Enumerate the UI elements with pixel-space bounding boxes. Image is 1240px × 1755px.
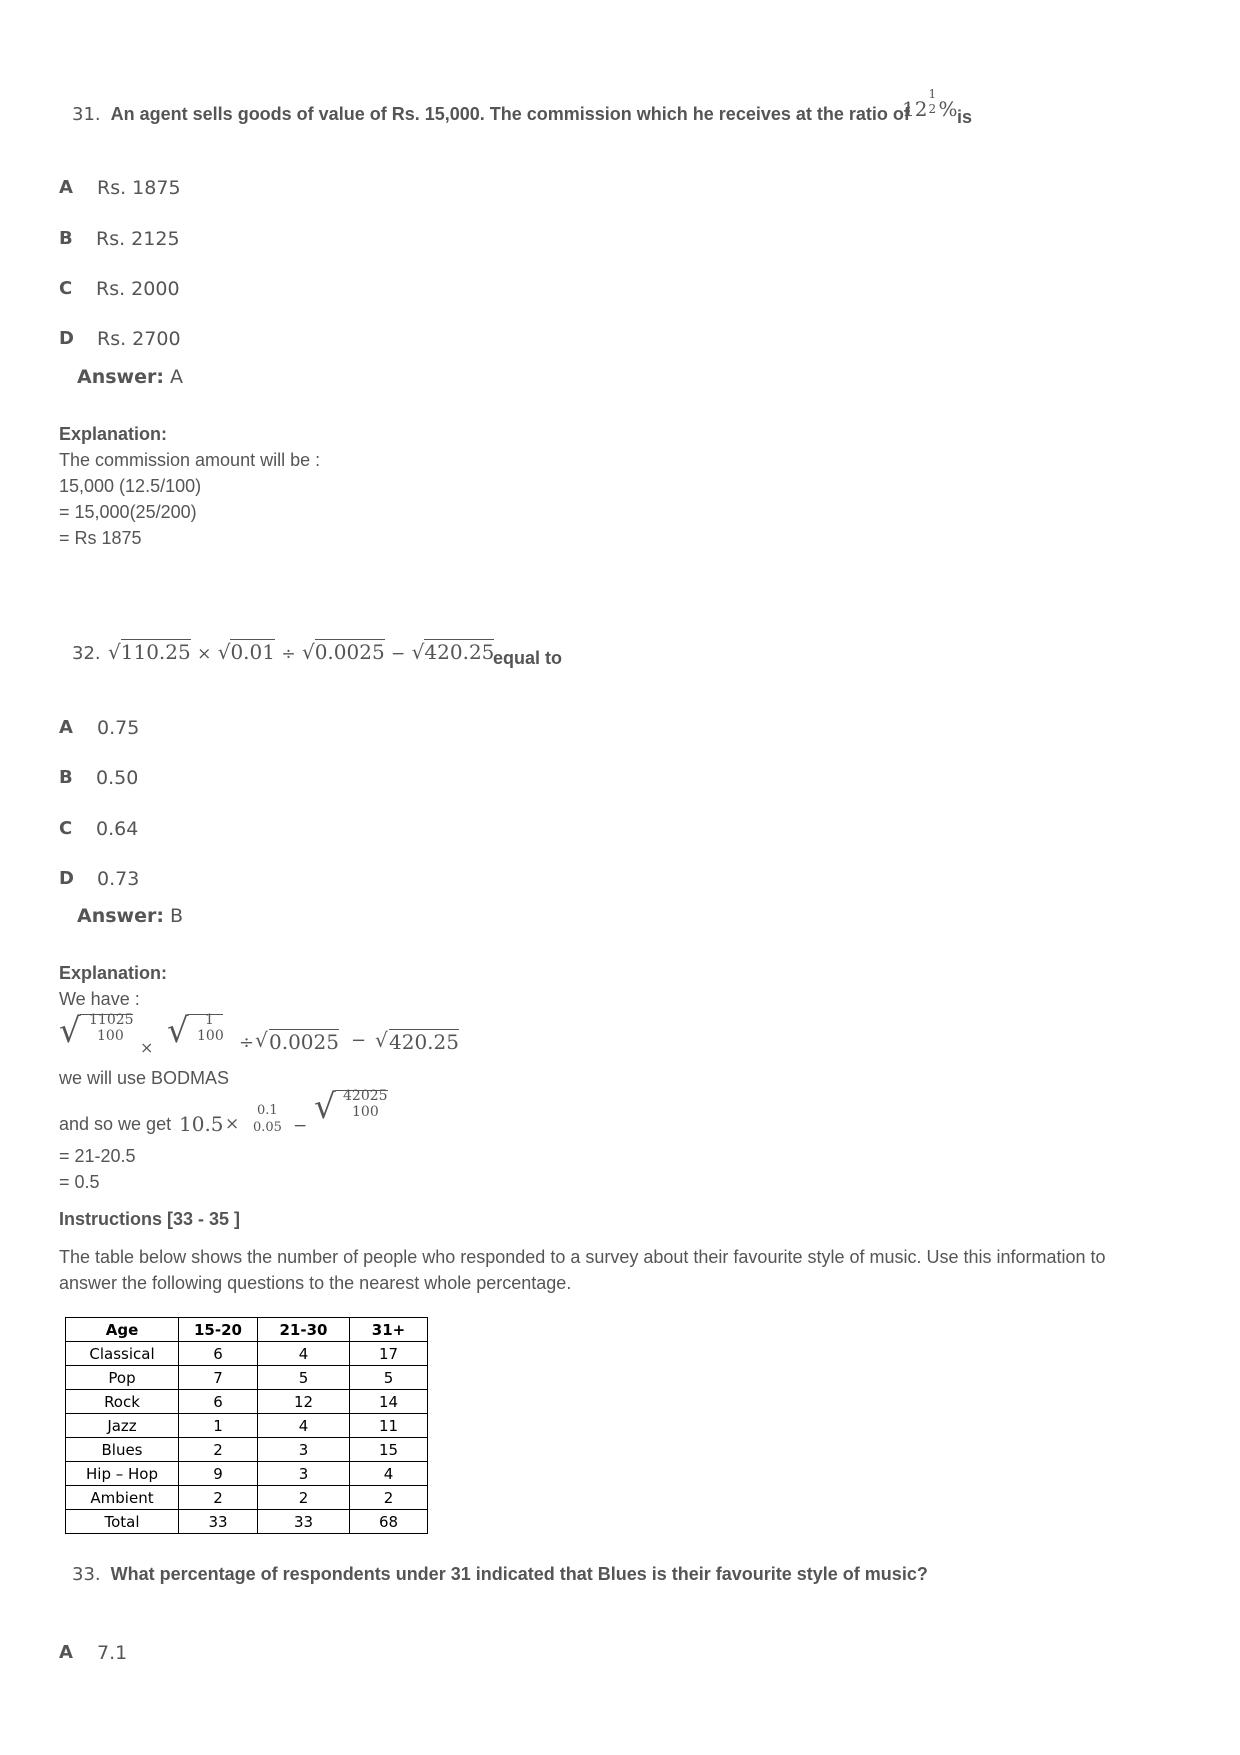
table-cell: 6 [179, 1390, 258, 1414]
option-text: Rs. 1875 [97, 177, 181, 199]
instructions-paragraph: The table below shows the number of people who responded to a survey about their favourite style of music. Use this information to answer the following questions to the nearest whole percentage. [59, 1247, 1106, 1293]
radical-sign: √ [375, 1028, 388, 1052]
table-cell: 2 [258, 1486, 350, 1510]
table-cell: 7 [179, 1366, 258, 1390]
question-suffix: equal to [493, 648, 563, 668]
table-cell: 9 [179, 1462, 258, 1486]
table-cell: Rock [66, 1390, 179, 1414]
math-whole: 12 [902, 97, 928, 121]
fraction-denominator: 100 [97, 1028, 124, 1044]
option-letter: D [59, 868, 74, 889]
radical-sign: √ [314, 1087, 336, 1127]
option-letter: A [59, 1642, 73, 1663]
option-text: Rs. 2700 [97, 328, 181, 350]
answer-label: Answer: [77, 366, 164, 388]
table-cell: 4 [258, 1342, 350, 1366]
table-header: Age [66, 1318, 179, 1342]
explanation-line: We have : [59, 989, 140, 1009]
option-c[interactable] [59, 818, 139, 840]
fraction-numerator: 0.1 [257, 1103, 278, 1118]
table-cell: Classical [66, 1342, 179, 1366]
fraction-numerator: 42025 [343, 1088, 388, 1104]
operator: − [391, 644, 406, 664]
table-cell: 2 [179, 1438, 258, 1462]
math-numerator: 1 [928, 87, 937, 101]
table-cell: 2 [179, 1486, 258, 1510]
question-number: 32. [72, 643, 101, 664]
option-a[interactable] [59, 177, 181, 199]
table-row [66, 1414, 428, 1438]
radicand: 0.01 [230, 640, 275, 664]
table-cell: 2 [350, 1486, 428, 1510]
explanation-line: we will use BODMAS [59, 1068, 230, 1088]
operator: × [225, 1114, 240, 1134]
option-text: 7.1 [97, 1642, 128, 1664]
table-cell: 5 [350, 1366, 428, 1390]
radical-sign: √ [255, 1028, 268, 1052]
table-cell: 4 [350, 1462, 428, 1486]
table-cell: 12 [258, 1390, 350, 1414]
operator: − [293, 1116, 308, 1136]
table-cell: 3 [258, 1462, 350, 1486]
table-cell: 3 [258, 1438, 350, 1462]
radicand: 0.0025 [269, 1030, 339, 1054]
radicand: 420.25 [389, 1030, 459, 1054]
table-cell: 17 [350, 1342, 428, 1366]
option-letter: B [59, 767, 73, 788]
table-cell: Pop [66, 1366, 179, 1390]
answer [77, 366, 183, 388]
answer-label: Answer: [77, 905, 164, 927]
option-letter: D [59, 328, 74, 349]
fraction-denominator: 0.05 [253, 1120, 282, 1135]
question-number: 33. [72, 1564, 101, 1585]
operator: × [140, 1038, 154, 1057]
option-d[interactable] [59, 868, 140, 890]
question-text: An agent sells goods of value of Rs. 15,000. The commission which he receives at the ratio of [110, 104, 910, 124]
question-text: What percentage of respondents under 31 indicated that Blues is their favourite style of music? [110, 1564, 928, 1584]
explanation-expression [59, 1008, 479, 1058]
explanation-line: 15,000 (12.5/100) [59, 476, 202, 496]
explanation-line: = 15,000(25/200) [59, 502, 197, 522]
option-text: 0.73 [97, 868, 140, 890]
option-c[interactable] [59, 278, 180, 300]
table-header: 15-20 [179, 1318, 258, 1342]
explanation-heading: Explanation: [59, 963, 168, 983]
table-cell: 5 [258, 1366, 350, 1390]
table-cell: 11 [350, 1414, 428, 1438]
math-denominator: 2 [928, 102, 937, 116]
explanation-expression-2 [59, 1088, 459, 1138]
math-percent: % [938, 97, 958, 121]
option-d[interactable] [59, 328, 181, 350]
radical-sign: √ [217, 640, 231, 664]
explanation-line: = 21-20.5 [59, 1146, 136, 1166]
option-text: 0.50 [96, 767, 139, 789]
operator: ÷ [281, 644, 296, 664]
option-letter: C [59, 278, 73, 299]
table-row [66, 1390, 428, 1414]
table-cell: 14 [350, 1390, 428, 1414]
explanation-line: = Rs 1875 [59, 528, 142, 548]
option-b[interactable] [59, 228, 180, 250]
fraction-numerator: 11025 [89, 1012, 134, 1028]
option-letter: C [59, 818, 73, 839]
operator: ÷ [239, 1032, 255, 1053]
table-row [66, 1342, 428, 1366]
question-31 [72, 104, 910, 125]
table-cell: 1 [179, 1414, 258, 1438]
table-cell: 33 [258, 1510, 350, 1534]
table-cell: 4 [258, 1414, 350, 1438]
table-header-row [66, 1318, 428, 1342]
question-suffix: is [957, 107, 973, 127]
option-text: Rs. 2000 [96, 278, 180, 300]
fraction-denominator: 100 [352, 1104, 379, 1120]
table-cell: Total [66, 1510, 179, 1534]
music-survey-table [65, 1317, 428, 1534]
radical-sign: √ [108, 640, 121, 664]
operator: − [351, 1030, 367, 1051]
fraction-numerator: 1 [205, 1012, 214, 1028]
table-row [66, 1510, 428, 1534]
table-row [66, 1462, 428, 1486]
option-a[interactable] [59, 717, 140, 739]
option-a[interactable] [59, 1642, 128, 1664]
question-32 [72, 643, 101, 673]
explanation-line: The commission amount will be : [59, 450, 321, 470]
explanation-heading: Explanation: [59, 424, 168, 444]
fraction-denominator: 100 [197, 1028, 224, 1044]
radical-sign: √ [301, 640, 315, 664]
option-letter: B [59, 228, 73, 249]
table-cell: 33 [179, 1510, 258, 1534]
radical-sign: √ [59, 1011, 81, 1051]
answer-value: B [170, 905, 184, 927]
table-cell: 15 [350, 1438, 428, 1462]
option-letter: A [59, 717, 73, 738]
q31-math-expression [902, 87, 958, 121]
table-row [66, 1438, 428, 1462]
option-b[interactable] [59, 767, 139, 789]
explanation-text: and so we get [59, 1114, 172, 1134]
answer [77, 905, 183, 927]
option-text: 0.75 [97, 717, 140, 739]
explanation-line: = 0.5 [59, 1172, 100, 1192]
table-header: 31+ [350, 1318, 428, 1342]
answer-value: A [170, 366, 183, 388]
table-row [66, 1366, 428, 1390]
operator: × [197, 644, 212, 664]
table-header: 21-30 [258, 1318, 350, 1342]
option-letter: A [59, 177, 73, 198]
radicand: 110.25 [120, 640, 191, 664]
table-cell: Blues [66, 1438, 179, 1462]
option-text: Rs. 2125 [96, 228, 180, 250]
radicand: 0.0025 [314, 640, 385, 664]
radical-sign: √ [167, 1011, 189, 1051]
math-fraction [927, 87, 938, 117]
instructions-heading: Instructions [33 - 35 ] [59, 1209, 241, 1229]
math-value: 10.5 [179, 1112, 224, 1136]
table-cell: Hip – Hop [66, 1462, 179, 1486]
radical-sign: √ [411, 640, 425, 664]
table-cell: 68 [350, 1510, 428, 1534]
radicand: 420.25 [424, 640, 495, 664]
question-33 [72, 1564, 928, 1585]
question-number: 31. [72, 104, 101, 125]
table-cell: Jazz [66, 1414, 179, 1438]
option-text: 0.64 [96, 818, 139, 840]
table-row [66, 1486, 428, 1510]
table-cell: Ambient [66, 1486, 179, 1510]
table-cell: 6 [179, 1342, 258, 1366]
q32-math-expression [108, 640, 494, 664]
